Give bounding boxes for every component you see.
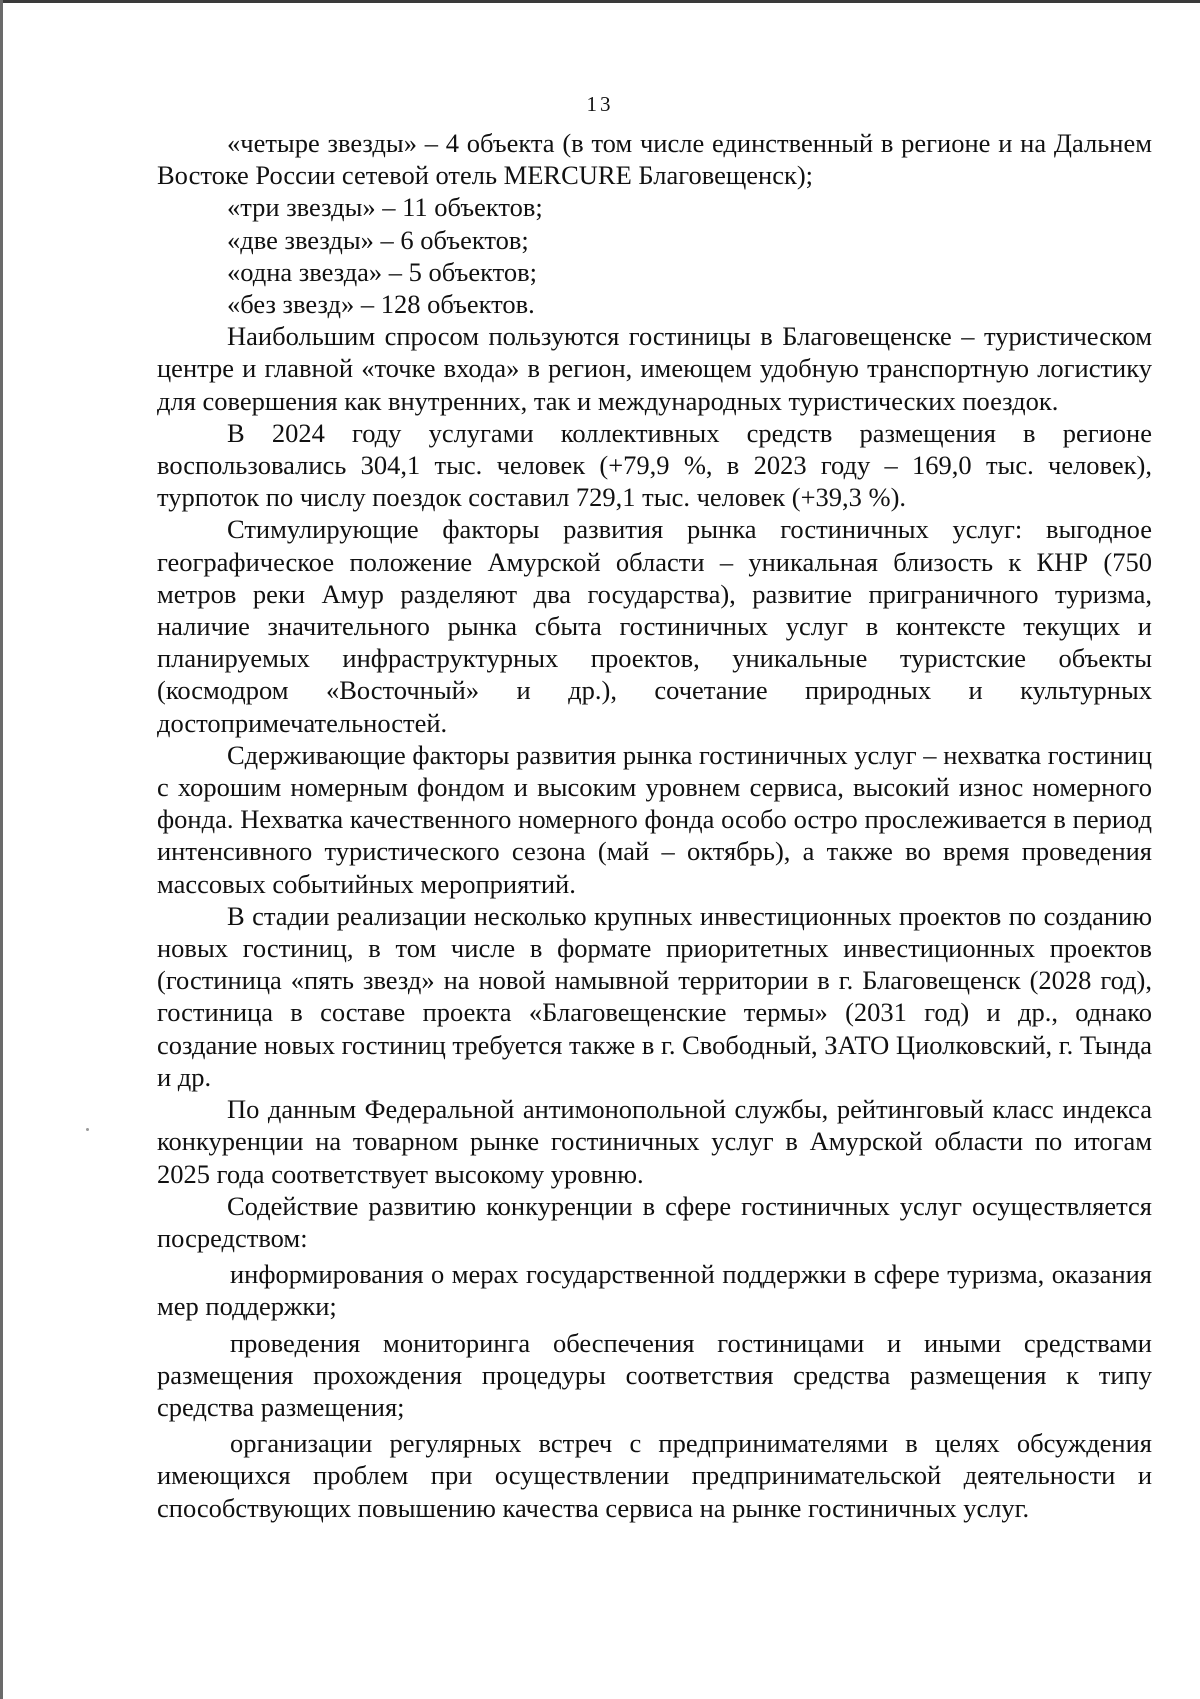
scan-edge-left bbox=[0, 0, 3, 1699]
scan-edge-top bbox=[0, 0, 1200, 3]
list-item-no-stars: «без звезд» – 128 объектов. bbox=[227, 289, 535, 320]
paragraph-2024-statistics: В 2024 году услугами коллективных средств размещения в регионе воспользовались 304,1 тыс. человек (+79,9 %, в 2023 году – 169,0 тыс. человек), турпоток по числу поездок составил 729,1 тыс. человек (+39,3 %). bbox=[157, 417, 1152, 513]
paragraph-demand: Наибольшим спросом пользуются гостиницы в Благовещенске – туристическом центре и главной «точке входа» в регион, имеющем удобную транспортную логистику для совершения как внутренних, так и международных туристических поездок. bbox=[157, 321, 1152, 416]
measure-monitoring: проведения мониторинга обеспечения гостиницами и иными средствами размещения прохождения процедуры соответствия средства размещения к типу средства размещения; bbox=[157, 1327, 1152, 1422]
measure-meetings: организации регулярных встреч с предпринимателями в целях обсуждения имеющихся проблем при осуществлении предпринимательской деятельности и способствующих повышению качества сервиса на рынке гостиничных услуг. bbox=[157, 1428, 1152, 1523]
paragraph-four-stars: «четыре звезды» – 4 объекта (в том числе единственный в регионе и на Дальнем Востоке России сетевой отель MERCURE Благовещенск); bbox=[157, 128, 1152, 191]
list-item-three-stars: «три звезды» – 11 объектов; bbox=[227, 192, 543, 223]
document-body bbox=[157, 127, 1152, 1524]
paragraph-fas-rating: По данным Федеральной антимонопольной службы, рейтинговый класс индекса конкуренции на товарном рынке гостиничных услуг в Амурской области по итогам 2025 года соответствует высокому уровню. bbox=[157, 1094, 1152, 1189]
page-number: 13 bbox=[586, 92, 614, 116]
measure-informing: информирования о мерах государственной поддержки в сфере туризма, оказания мер поддержки; bbox=[157, 1259, 1152, 1322]
paragraph-constraining-factors: Сдерживающие факторы развития рынка гостиничных услуг – нехватка гостиниц с хорошим номерным фондом и высоким уровнем сервиса, высокий износ номерного фонда. Нехватка качественного номерного фонда особо остро прослеживается в период интенсивного туристического сезона (май – октябрь), а также во время проведения массовых событийных мероприятий. bbox=[157, 739, 1152, 899]
paragraph-investment-projects: В стадии реализации несколько крупных инвестиционных проектов по созданию новых гостиниц, в том числе в формате приоритетных инвестиционных проектов (гостиница «пять звезд» на новой намывной территории в г. Благовещенск (2028 год), гостиница в составе проекта «Благовещенские термы» (2031 год) и др., однако создание новых гостиниц требуется также в г. Свободный, ЗАТО Циолковский, г. Тында и др. bbox=[157, 900, 1152, 1092]
list-item-one-star: «одна звезда» – 5 объектов; bbox=[227, 256, 537, 287]
paragraph-stimulating-factors: Стимулирующие факторы развития рынка гостиничных услуг: выгодное географическое положение Амурской области – уникальная близость к КНР (750 метров реки Амур разделяют два государства), развитие приграничного туризма, наличие значительного рынка сбыта гостиничных услуг в контексте текущих и планируемых инфраструктурных проектов, уникальные туристские объекты (космодром «Восточный» и др.), сочетание природных и культурных достопримечательностей. bbox=[157, 514, 1152, 738]
paragraph-competition-support: Содействие развитию конкуренции в сфере гостиничных услуг осуществляется посредством: bbox=[157, 1190, 1152, 1253]
scan-speck bbox=[86, 1128, 89, 1131]
list-item-two-stars: «две звезды» – 6 объектов; bbox=[227, 224, 529, 255]
